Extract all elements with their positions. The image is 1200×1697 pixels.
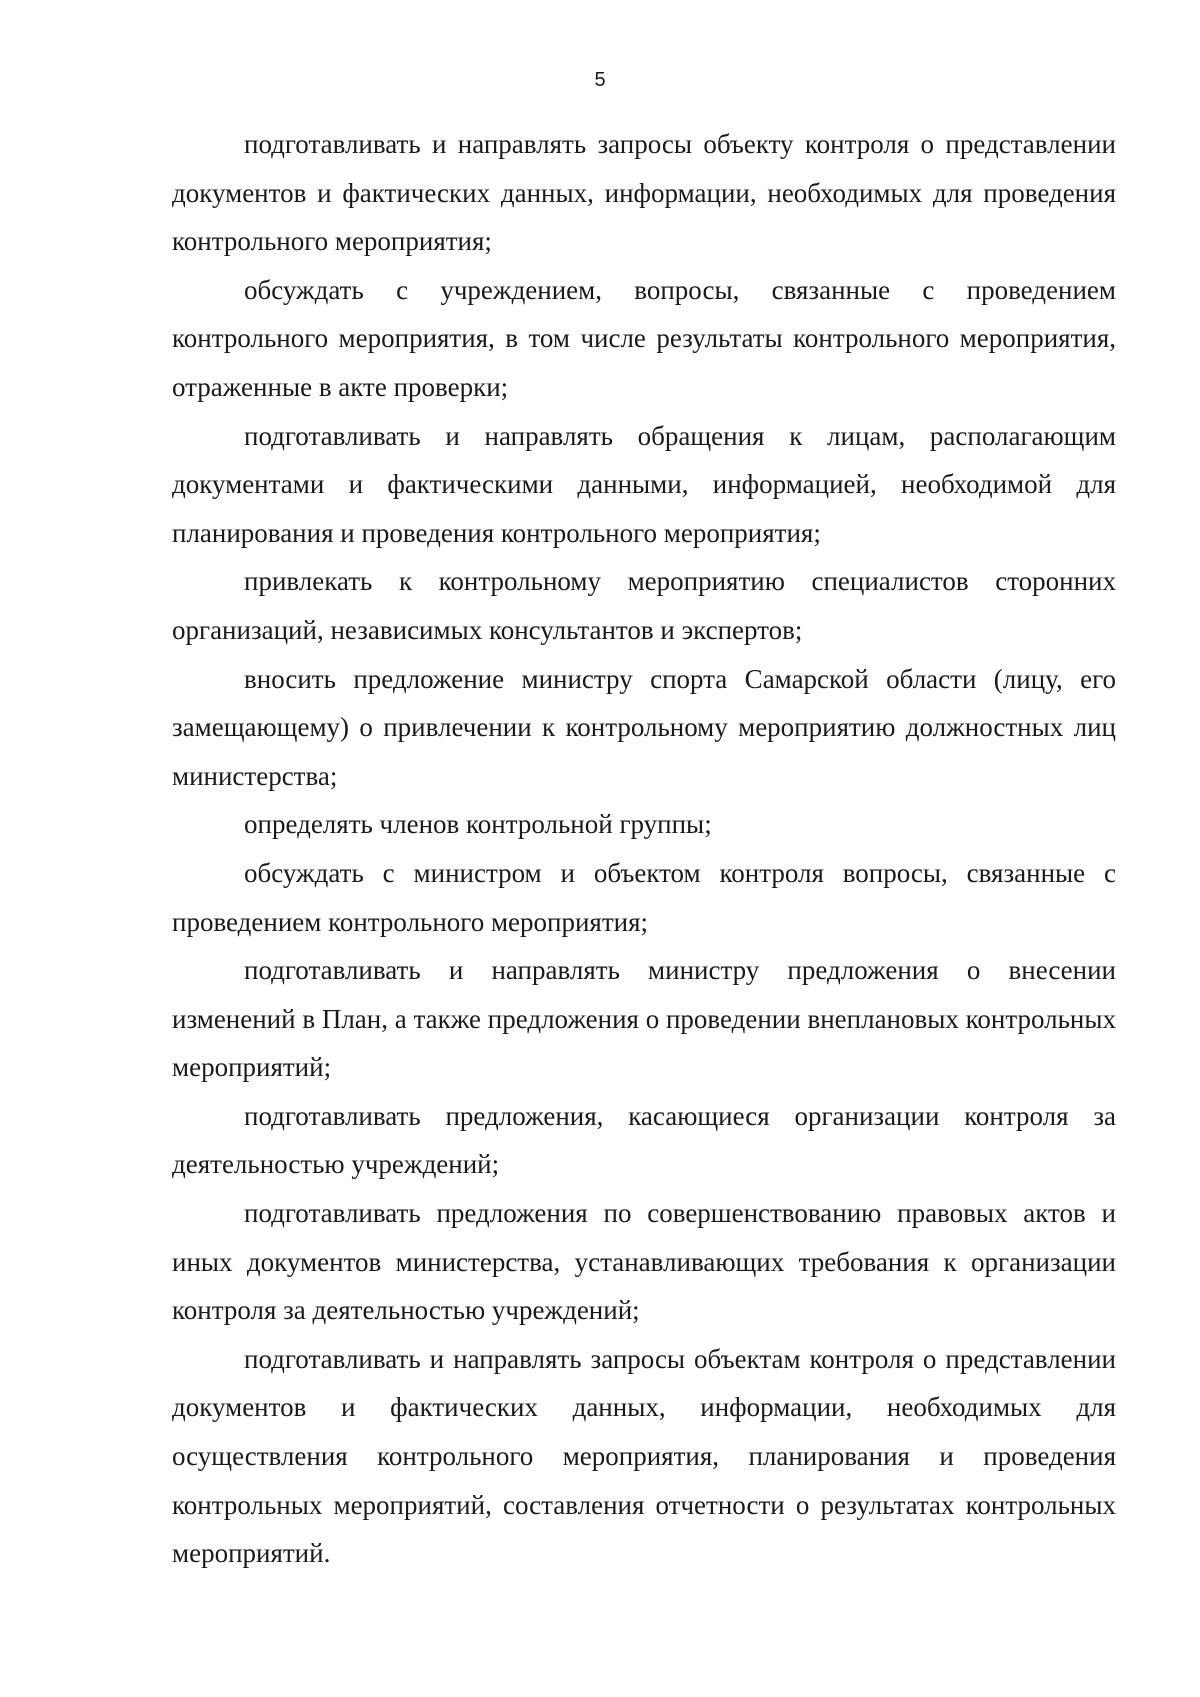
paragraph-5: вносить предложение министру спорта Самарской области (лицу, его замещающему) о привлечении к контрольному мероприятию должностных лиц министерства; [172, 663, 1116, 791]
paragraph-2: обсуждать с учреждением, вопросы, связанные с проведением контрольного мероприятия, в том числе результаты контрольного мероприятия, отраженные в акте проверки; [172, 274, 1116, 402]
paragraph-4: привлекать к контрольному мероприятию специалистов сторонних организаций, независимых консультантов и экспертов; [172, 566, 1116, 645]
paragraph-8: подготавливать и направлять министру предложения о внесении изменений в План, а также предложения о проведении внеплановых контрольных мероприятий; [172, 955, 1116, 1083]
paragraph-10: подготавливать предложения по совершенствованию правовых актов и иных документов министерства, устанавливающих требования к организации контроля за деятельностью учреждений; [172, 1198, 1116, 1326]
document-body [172, 120, 1116, 1578]
paragraph-11: подготавливать и направлять запросы объектам контроля о представлении документов и фактических данных, информации, необходимых для осуществления контрольного мероприятия, планирования и проведения контрольных мероприятий, составления отчетности о результатах контрольных мероприятий. [172, 1343, 1116, 1569]
paragraph-7: обсуждать с министром и объектом контроля вопросы, связанные с проведением контрольного мероприятия; [172, 857, 1116, 937]
paragraph-3: подготавливать и направлять обращения к лицам, располагающим документами и фактическими данными, информацией, необходимой для планирования и проведения контрольного мероприятия; [172, 420, 1116, 548]
paragraph-9: подготавливать предложения, касающиеся организации контроля за деятельностью учреждений; [172, 1100, 1116, 1180]
page-number: 5 [594, 69, 606, 91]
paragraph-1: подготавливать и направлять запросы объекту контроля о представлении документов и фактических данных, информации, необходимых для проведения контрольного мероприятия; [172, 129, 1116, 257]
paragraph-6: определять членов контрольной группы; [244, 809, 712, 840]
